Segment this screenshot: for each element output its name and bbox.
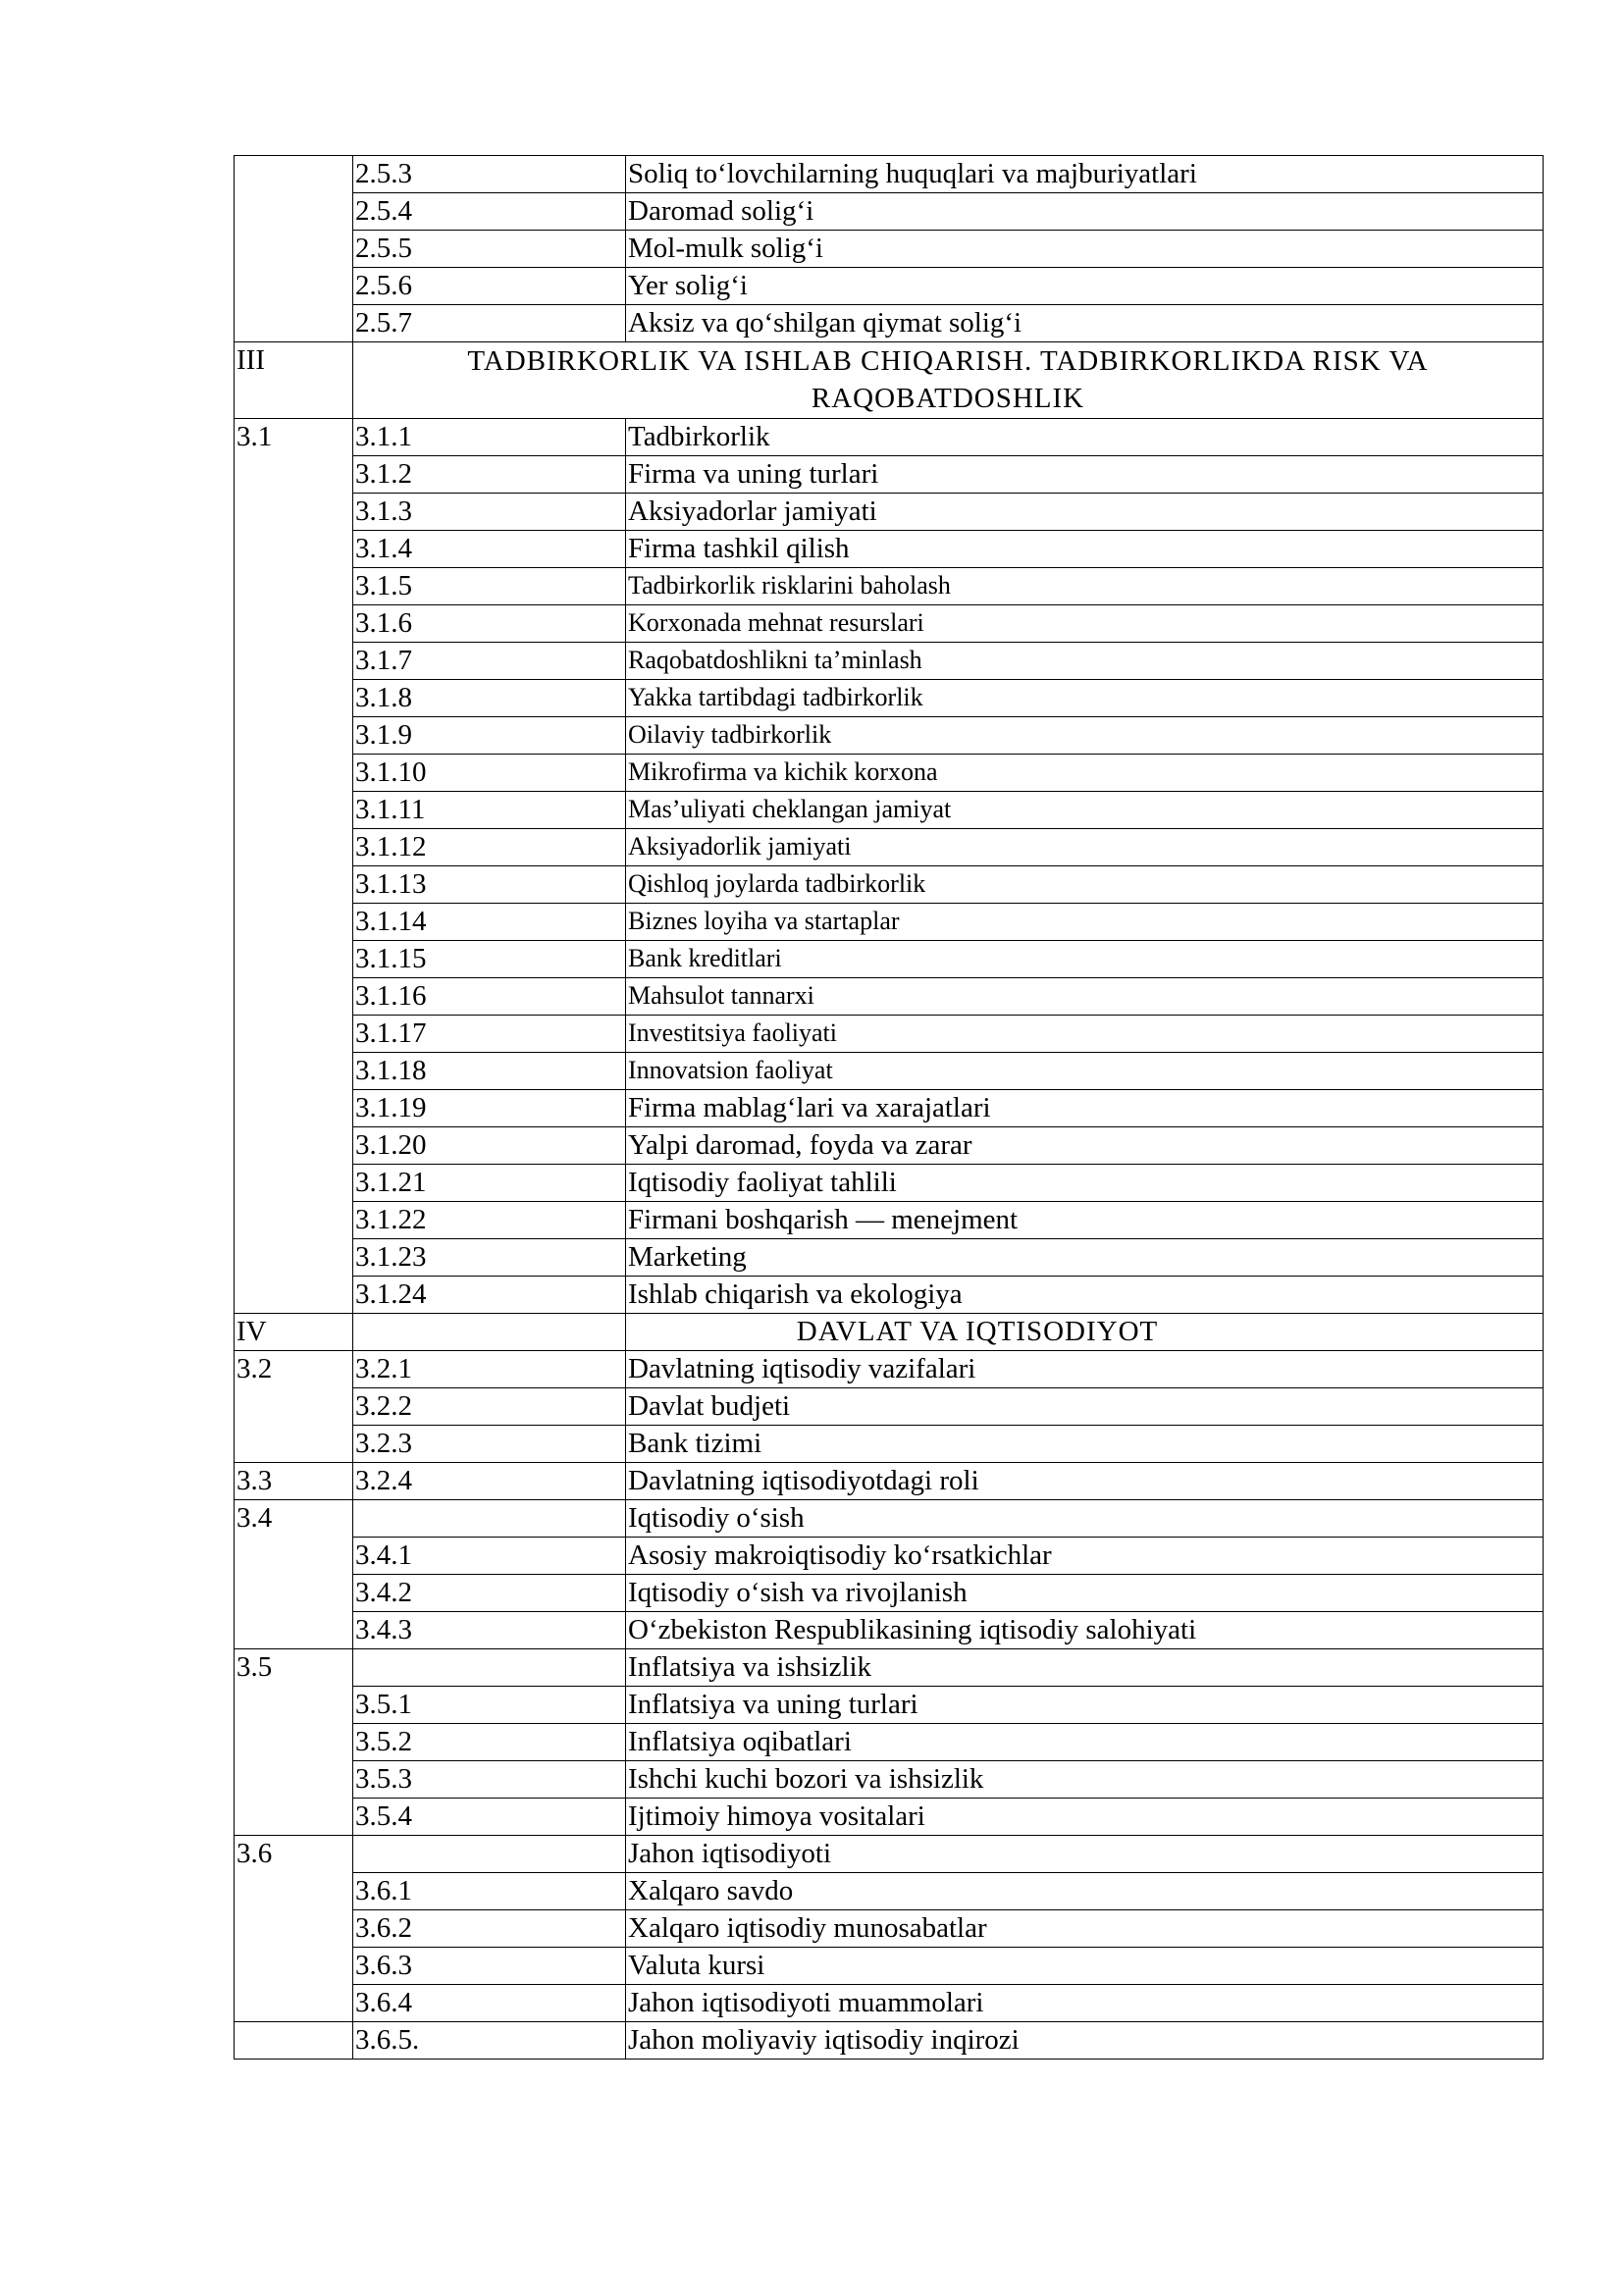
table-row: [235, 978, 1544, 1016]
cell-section-number: [235, 643, 353, 680]
cell-topic-code: 3.6.2: [353, 1910, 626, 1948]
cell-topic-title: Yakka tartibdagi tadbirkorlik: [626, 680, 1544, 717]
table-row: [235, 531, 1544, 568]
table-row: [235, 605, 1544, 643]
cell-topic-title: Korxonada mehnat resurslari: [626, 605, 1544, 643]
cell-topic-code: 3.1.17: [353, 1016, 626, 1053]
cell-section-number: [235, 755, 353, 792]
table-row: [235, 305, 1544, 342]
cell-topic-title: Yalpi daromad, foyda va zarar: [626, 1127, 1544, 1165]
cell-section-number: [235, 1910, 353, 1948]
table-row: [235, 1948, 1544, 1985]
cell-topic-code: 3.1.16: [353, 978, 626, 1016]
table-row: [235, 1687, 1544, 1724]
cell-section-number: 3.2: [235, 1351, 353, 1388]
table-row: [235, 1538, 1544, 1575]
cell-topic-code: 3.1.21: [353, 1165, 626, 1202]
cell-topic-title: Jahon iqtisodiyoti: [626, 1836, 1544, 1873]
table-row: [235, 494, 1544, 531]
cell-topic-title: Iqtisodiy o‘sish: [626, 1500, 1544, 1538]
cell-topic-code: [353, 1314, 626, 1351]
table-row: [235, 1799, 1544, 1836]
cell-topic-title: Tadbirkorlik risklarini baholash: [626, 568, 1544, 605]
cell-section-number: [235, 829, 353, 866]
cell-section-number: [235, 1426, 353, 1463]
cell-topic-code: 2.5.3: [353, 156, 626, 193]
cell-topic-code: 3.1.18: [353, 1053, 626, 1090]
cell-topic-code: 3.1.7: [353, 643, 626, 680]
cell-topic-title: Xalqaro iqtisodiy munosabatlar: [626, 1910, 1544, 1948]
table-row: [235, 1090, 1544, 1127]
curriculum-table-page: [234, 155, 1543, 2060]
cell-topic-code: 3.1.3: [353, 494, 626, 531]
cell-topic-title: Yer solig‘i: [626, 268, 1544, 305]
cell-topic-code: 3.1.8: [353, 680, 626, 717]
cell-topic-code: 3.1.14: [353, 904, 626, 941]
cell-topic-title: Mol-mulk solig‘i: [626, 231, 1544, 268]
cell-topic-code: 3.1.11: [353, 792, 626, 829]
cell-section-number: [235, 1612, 353, 1649]
section-heading: TADBIRKORLIK VA ISHLAB CHIQARISH. TADBIRKORLIKDA RISK VA RAQOBATDOSHLIK: [353, 342, 1544, 419]
cell-topic-title: Jahon moliyaviy iqtisodiy inqirozi: [626, 2022, 1544, 2060]
cell-section-number: [235, 792, 353, 829]
cell-topic-title: Davlatning iqtisodiy vazifalari: [626, 1351, 1544, 1388]
cell-topic-code: [353, 1836, 626, 1873]
cell-section-number: [235, 1277, 353, 1314]
cell-topic-code: 3.1.1: [353, 419, 626, 456]
cell-topic-title: Davlat budjeti: [626, 1388, 1544, 1426]
cell-topic-code: 2.5.7: [353, 305, 626, 342]
cell-topic-code: 3.1.10: [353, 755, 626, 792]
cell-section-number: [235, 156, 353, 193]
cell-topic-code: 3.4.2: [353, 1575, 626, 1612]
cell-section-number: 3.5: [235, 1649, 353, 1687]
cell-section-number: [235, 680, 353, 717]
cell-topic-code: 3.1.5: [353, 568, 626, 605]
cell-topic-code: 3.1.19: [353, 1090, 626, 1127]
cell-section-number: [235, 2022, 353, 2060]
cell-topic-code: 3.6.3: [353, 1948, 626, 1985]
cell-topic-title: Bank kreditlari: [626, 941, 1544, 978]
cell-section-number: [235, 1799, 353, 1836]
cell-topic-title: Aksiyadorlik jamiyati: [626, 829, 1544, 866]
cell-topic-title: Firma va uning turlari: [626, 456, 1544, 494]
table-row: [235, 866, 1544, 904]
cell-topic-title: Firmani boshqarish — menejment: [626, 1202, 1544, 1239]
cell-topic-title: Firma tashkil qilish: [626, 531, 1544, 568]
cell-topic-title: Tadbirkorlik: [626, 419, 1544, 456]
cell-section-number: [235, 1053, 353, 1090]
cell-section-number: [235, 978, 353, 1016]
cell-topic-title: Iqtisodiy faoliyat tahlili: [626, 1165, 1544, 1202]
cell-topic-code: 3.6.4: [353, 1985, 626, 2022]
cell-section-number: [235, 305, 353, 342]
cell-section-number: [235, 1127, 353, 1165]
table-row: [235, 193, 1544, 231]
cell-section-number: [235, 1388, 353, 1426]
cell-topic-title: Aksiyadorlar jamiyati: [626, 494, 1544, 531]
cell-section-number: [235, 1202, 353, 1239]
cell-section-number: [235, 568, 353, 605]
cell-section-number: [235, 268, 353, 305]
cell-topic-title: Qishloq joylarda tadbirkorlik: [626, 866, 1544, 904]
cell-topic-title: Bank tizimi: [626, 1426, 1544, 1463]
table-row: [235, 1463, 1544, 1500]
cell-section-number: [235, 494, 353, 531]
cell-section-number: [235, 456, 353, 494]
table-row: [235, 156, 1544, 193]
cell-topic-title: Daromad solig‘i: [626, 193, 1544, 231]
cell-section-number: [235, 1165, 353, 1202]
cell-topic-code: 3.5.1: [353, 1687, 626, 1724]
cell-topic-code: 3.1.15: [353, 941, 626, 978]
table-row: [235, 1165, 1544, 1202]
cell-section-number: [235, 1985, 353, 2022]
table-row: [235, 419, 1544, 456]
table-row: [235, 268, 1544, 305]
cell-section-number: [235, 941, 353, 978]
cell-topic-title: Inflatsiya va uning turlari: [626, 1687, 1544, 1724]
cell-topic-code: 3.1.4: [353, 531, 626, 568]
cell-section-number: IV: [235, 1314, 353, 1351]
cell-section-number: [235, 605, 353, 643]
cell-section-number: III: [235, 342, 353, 419]
cell-topic-title: DAVLAT VA IQTISODIYOT: [626, 1314, 1544, 1351]
cell-section-number: [235, 904, 353, 941]
cell-section-number: [235, 1761, 353, 1799]
cell-topic-title: O‘zbekiston Respublikasining iqtisodiy salohiyati: [626, 1612, 1544, 1649]
cell-topic-title: Innovatsion faoliyat: [626, 1053, 1544, 1090]
table-row: [235, 1836, 1544, 1873]
table-row: [235, 231, 1544, 268]
cell-topic-title: Ishchi kuchi bozori va ishsizlik: [626, 1761, 1544, 1799]
table-row: [235, 1761, 1544, 1799]
table-row: [235, 1649, 1544, 1687]
cell-section-number: [235, 866, 353, 904]
cell-section-number: [235, 1948, 353, 1985]
cell-topic-code: 3.4.3: [353, 1612, 626, 1649]
cell-topic-code: 3.2.1: [353, 1351, 626, 1388]
table-row: [235, 1724, 1544, 1761]
cell-topic-code: 3.1.6: [353, 605, 626, 643]
cell-topic-code: 3.1.24: [353, 1277, 626, 1314]
table-row: [235, 643, 1544, 680]
cell-topic-code: 3.5.4: [353, 1799, 626, 1836]
table-row: [235, 1016, 1544, 1053]
cell-topic-code: 3.1.2: [353, 456, 626, 494]
cell-topic-code: [353, 1649, 626, 1687]
cell-topic-title: Valuta kursi: [626, 1948, 1544, 1985]
cell-topic-code: 2.5.6: [353, 268, 626, 305]
cell-topic-code: 3.2.4: [353, 1463, 626, 1500]
cell-topic-code: 3.1.12: [353, 829, 626, 866]
table-row: [235, 2022, 1544, 2060]
table-row: [235, 1612, 1544, 1649]
cell-topic-title: Inflatsiya va ishsizlik: [626, 1649, 1544, 1687]
cell-topic-title: Raqobatdoshlikni ta’minlash: [626, 643, 1544, 680]
cell-section-number: [235, 531, 353, 568]
cell-topic-title: Marketing: [626, 1239, 1544, 1277]
cell-topic-title: Mas’uliyati cheklangan jamiyat: [626, 792, 1544, 829]
table-row: [235, 456, 1544, 494]
cell-topic-code: 3.5.2: [353, 1724, 626, 1761]
cell-section-number: 3.4: [235, 1500, 353, 1538]
cell-topic-code: 3.1.22: [353, 1202, 626, 1239]
table-row: [235, 1127, 1544, 1165]
cell-topic-title: Davlatning iqtisodiyotdagi roli: [626, 1463, 1544, 1500]
cell-topic-code: 3.6.5.: [353, 2022, 626, 2060]
cell-section-number: [235, 193, 353, 231]
cell-topic-code: 3.1.9: [353, 717, 626, 755]
cell-topic-title: Mikrofirma va kichik korxona: [626, 755, 1544, 792]
table-row: [235, 755, 1544, 792]
table-row: [235, 1277, 1544, 1314]
cell-topic-code: 3.1.23: [353, 1239, 626, 1277]
cell-section-number: [235, 1724, 353, 1761]
cell-section-number: [235, 1239, 353, 1277]
table-row: [235, 1202, 1544, 1239]
cell-section-number: 3.1: [235, 419, 353, 456]
table-row: [235, 1910, 1544, 1948]
cell-topic-title: Inflatsiya oqibatlari: [626, 1724, 1544, 1761]
table-row: [235, 904, 1544, 941]
table-row: [235, 717, 1544, 755]
cell-section-number: [235, 1090, 353, 1127]
cell-topic-code: 2.5.4: [353, 193, 626, 231]
table-row: [235, 1426, 1544, 1463]
table-row: [235, 1314, 1544, 1351]
cell-topic-title: Ijtimoiy himoya vositalari: [626, 1799, 1544, 1836]
cell-topic-title: Xalqaro savdo: [626, 1873, 1544, 1910]
cell-topic-title: Oilaviy tadbirkorlik: [626, 717, 1544, 755]
table-row: [235, 1053, 1544, 1090]
table-row: [235, 1985, 1544, 2022]
cell-topic-code: [353, 1500, 626, 1538]
table-row: [235, 1351, 1544, 1388]
table-row: [235, 568, 1544, 605]
cell-topic-title: Soliq to‘lovchilarning huquqlari va majburiyatlari: [626, 156, 1544, 193]
cell-topic-title: Aksiz va qo‘shilgan qiymat solig‘i: [626, 305, 1544, 342]
cell-section-number: [235, 231, 353, 268]
cell-topic-title: Biznes loyiha va startaplar: [626, 904, 1544, 941]
table-row: [235, 1239, 1544, 1277]
cell-section-number: [235, 717, 353, 755]
cell-section-number: 3.6: [235, 1836, 353, 1873]
cell-topic-title: Jahon iqtisodiyoti muammolari: [626, 1985, 1544, 2022]
cell-topic-code: 3.4.1: [353, 1538, 626, 1575]
table-row: [235, 1873, 1544, 1910]
cell-topic-title: Ishlab chiqarish va ekologiya: [626, 1277, 1544, 1314]
cell-section-number: [235, 1016, 353, 1053]
cell-topic-title: Mahsulot tannarxi: [626, 978, 1544, 1016]
cell-section-number: [235, 1538, 353, 1575]
cell-topic-code: 3.1.20: [353, 1127, 626, 1165]
cell-topic-code: 3.1.13: [353, 866, 626, 904]
table-row: [235, 829, 1544, 866]
table-row: [235, 1575, 1544, 1612]
cell-section-number: [235, 1873, 353, 1910]
cell-topic-title: Investitsiya faoliyati: [626, 1016, 1544, 1053]
table-row: [235, 941, 1544, 978]
table-body: [235, 156, 1544, 2060]
table-row: [235, 342, 1544, 419]
cell-topic-code: 2.5.5: [353, 231, 626, 268]
table-row: [235, 1388, 1544, 1426]
cell-topic-code: 3.6.1: [353, 1873, 626, 1910]
cell-topic-title: Iqtisodiy o‘sish va rivojlanish: [626, 1575, 1544, 1612]
cell-section-number: 3.3: [235, 1463, 353, 1500]
cell-topic-code: 3.5.3: [353, 1761, 626, 1799]
cell-topic-title: Asosiy makroiqtisodiy ko‘rsatkichlar: [626, 1538, 1544, 1575]
cell-topic-code: 3.2.3: [353, 1426, 626, 1463]
table-row: [235, 792, 1544, 829]
cell-section-number: [235, 1575, 353, 1612]
cell-topic-code: 3.2.2: [353, 1388, 626, 1426]
table-row: [235, 680, 1544, 717]
cell-topic-title: Firma mablag‘lari va xarajatlari: [626, 1090, 1544, 1127]
curriculum-table: [234, 155, 1544, 2060]
table-row: [235, 1500, 1544, 1538]
cell-section-number: [235, 1687, 353, 1724]
